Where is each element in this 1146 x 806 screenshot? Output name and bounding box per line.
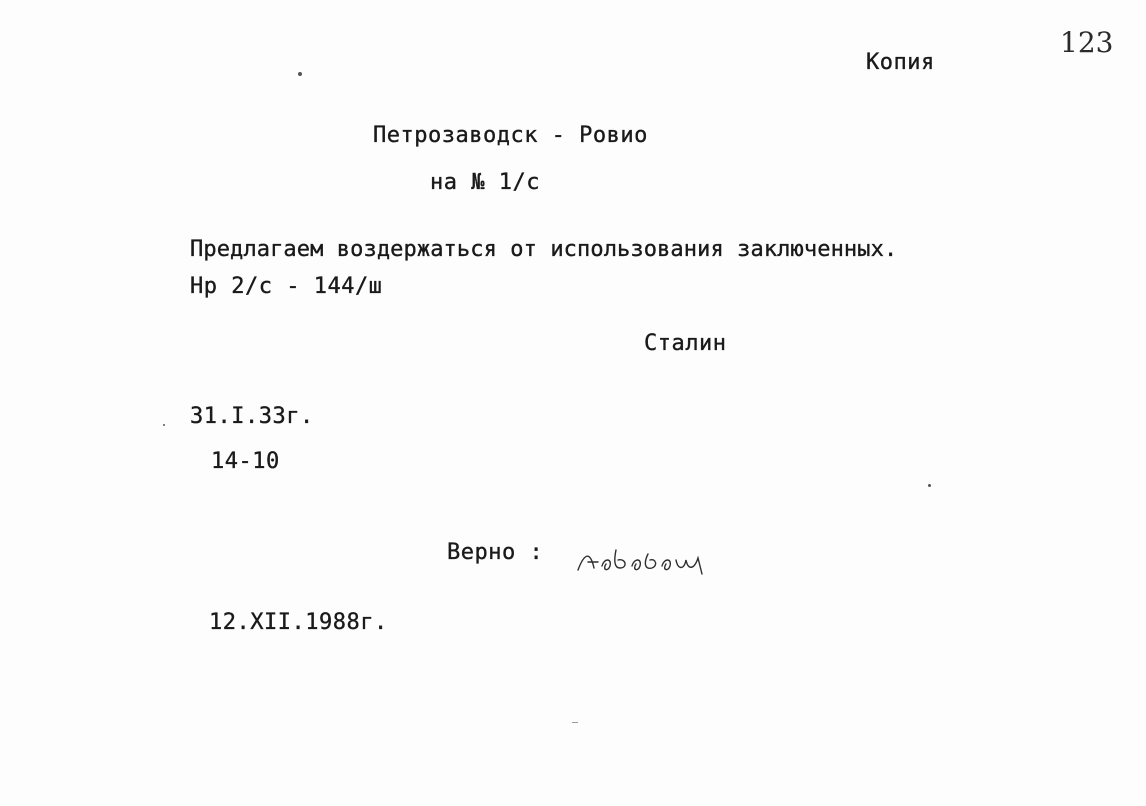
- telegram-time: 14-10: [211, 449, 280, 474]
- copy-mark: Копия: [866, 50, 935, 75]
- certification-date: 12.XII.1988г.: [209, 610, 388, 635]
- archive-page-number: 123: [1060, 26, 1114, 59]
- handwritten-signature: [574, 540, 714, 580]
- paper-speck: [928, 484, 931, 487]
- certification-label: Верно :: [447, 540, 544, 565]
- telegram-body-line-1: Предлагаем воздержаться от использования заключенных.: [190, 237, 898, 262]
- paper-speck: [298, 72, 302, 76]
- signature-scribble: [574, 540, 714, 580]
- paper-speck: [163, 424, 165, 426]
- telegram-route: Петрозаводск - Ровио: [373, 123, 648, 148]
- telegram-reference: на № 1/с: [430, 170, 540, 195]
- telegram-body-line-2: Нр 2/с - 144/ш: [190, 274, 383, 299]
- telegram-signature: Сталин: [644, 331, 727, 356]
- paper-speck: [572, 722, 578, 723]
- telegram-date: 31.I.33г.: [190, 404, 314, 429]
